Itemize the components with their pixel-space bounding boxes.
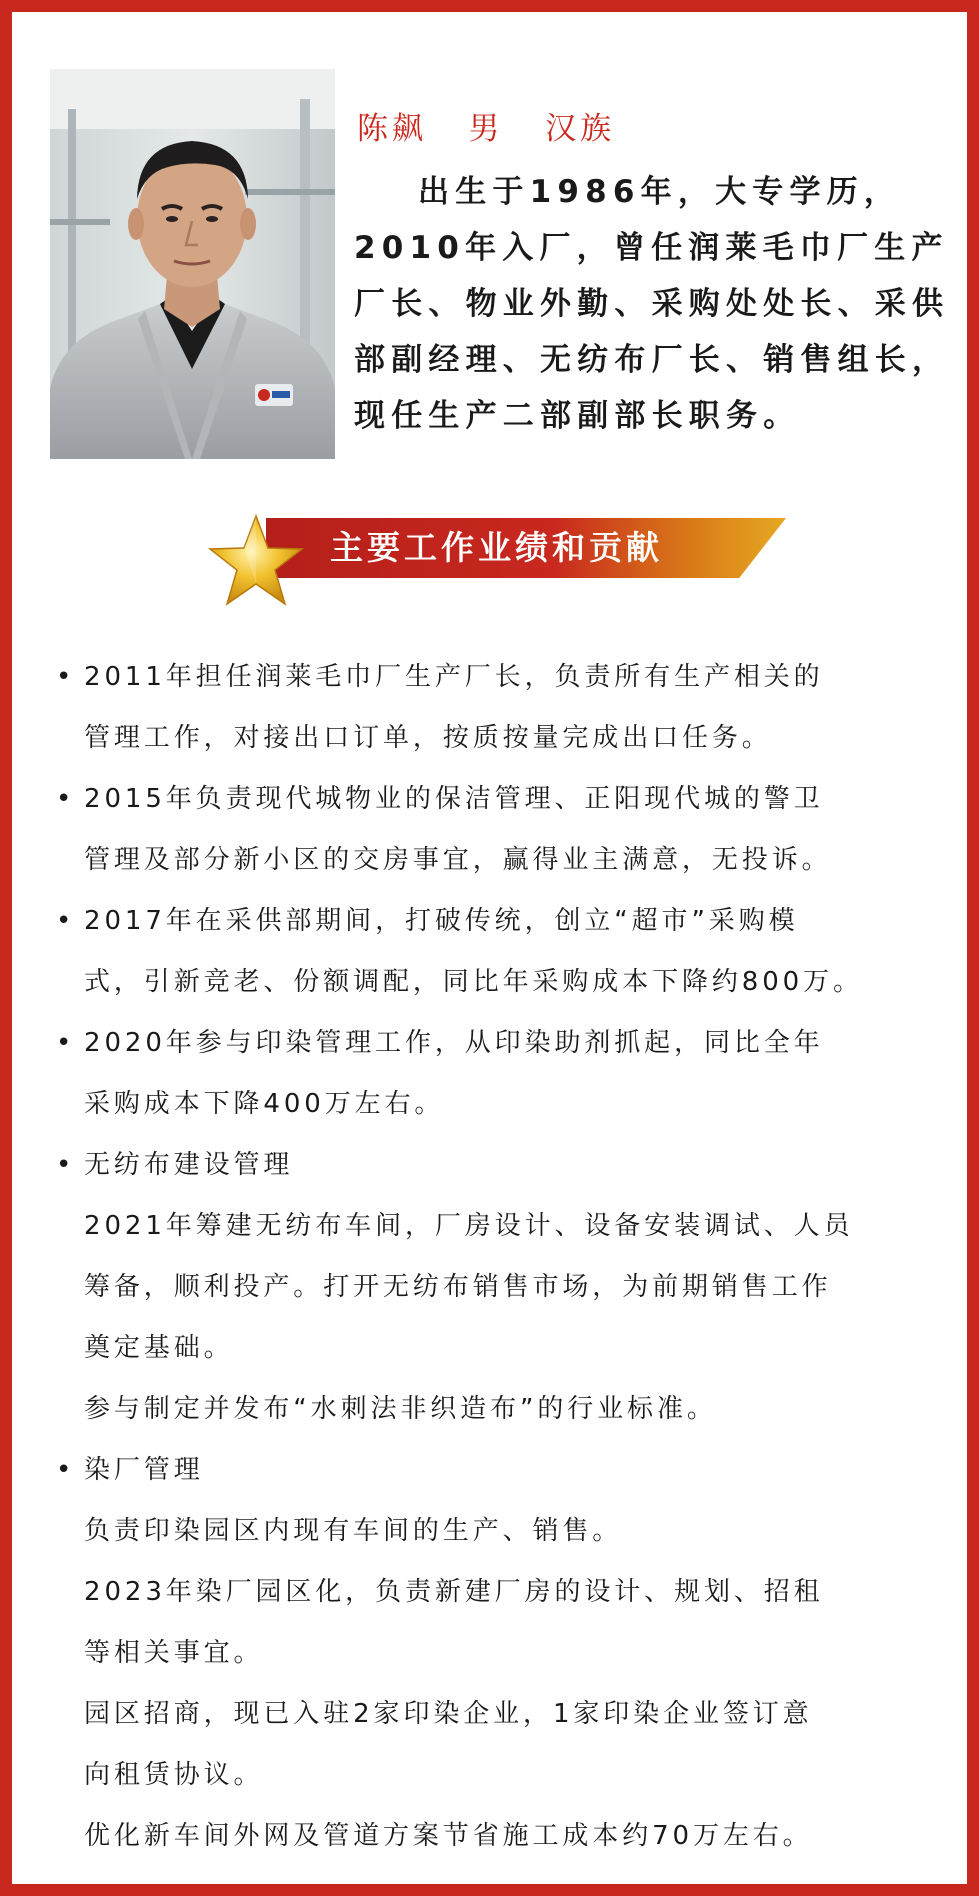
item-text: 奠定基础。 <box>84 1333 234 1363</box>
item-text: 优化新车间外网及管道方案节省施工成本约70万左右。 <box>84 1821 813 1851</box>
gold-star-icon <box>206 512 306 612</box>
item-text: 管理及部分新小区的交房事宜，赢得业主满意，无投诉。 <box>84 845 832 875</box>
item-text: 式，引新竞老、份额调配，同比年采购成本下降约800万。 <box>84 967 863 997</box>
item-text: 2011年担任润莱毛巾厂生产厂长，负责所有生产相关的 <box>84 662 824 692</box>
item-continuation-line <box>56 830 951 891</box>
item-text: 负责印染园区内现有车间的生产、销售。 <box>84 1516 623 1546</box>
item-text: 2023年染厂园区化，负责新建厂房的设计、规划、招租 <box>84 1577 824 1607</box>
item-text: 采购成本下降400万左右。 <box>84 1089 445 1119</box>
banner-title: 主要工作业绩和贡献 <box>330 528 663 567</box>
item-continuation-line <box>56 1074 951 1135</box>
item-continuation-line <box>56 1196 951 1257</box>
bullet-item <box>56 1440 951 1501</box>
item-continuation-line <box>56 1562 951 1623</box>
bullet-marker: • <box>56 906 76 936</box>
bullet-marker: • <box>56 1150 76 1180</box>
item-text: 等相关事宜。 <box>84 1638 264 1668</box>
item-text: 2020年参与印染管理工作，从印染助剂抓起，同比全年 <box>84 1028 824 1058</box>
bullet-item <box>56 891 951 952</box>
item-text: 参与制定并发布“水刺法非织造布”的行业标准。 <box>84 1394 717 1424</box>
item-continuation-line <box>56 1257 951 1318</box>
bullet-marker: • <box>56 662 76 692</box>
item-text: 2021年筹建无纺布车间，厂房设计、设备安装调试、人员 <box>84 1211 854 1241</box>
item-continuation-line <box>56 1501 951 1562</box>
item-continuation-line <box>56 1623 951 1684</box>
profile-name-line: 陈飙 男 汉族 <box>357 111 616 147</box>
item-text: 向租赁协议。 <box>84 1760 264 1790</box>
item-continuation-line <box>56 1684 951 1745</box>
item-continuation-line <box>56 952 951 1013</box>
bullet-item <box>56 1013 951 1074</box>
profile-bio: 出生于1986年，大专学历，2010年入厂，曾任润莱毛巾厂生产厂长、物业外勤、采购处处长、采供部副经理、无纺布厂长、销售组长，现任生产二部副部长职务。 <box>354 174 950 434</box>
item-text: 2015年负责现代城物业的保洁管理、正阳现代城的警卫 <box>84 784 824 814</box>
item-continuation-line <box>56 708 951 769</box>
bullet-item <box>56 1135 951 1196</box>
item-text: 筹备，顺利投产。打开无纺布销售市场，为前期销售工作 <box>84 1272 832 1302</box>
section-banner <box>206 512 796 612</box>
item-continuation-line <box>56 1745 951 1806</box>
bullet-marker: • <box>56 1455 76 1485</box>
item-text: 管理工作，对接出口订单，按质按量完成出口任务。 <box>84 723 772 753</box>
item-text: 2017年在采供部期间，打破传统，创立“超市”采购模 <box>84 906 799 936</box>
achievements-list <box>56 647 951 1867</box>
item-text: 染厂管理 <box>84 1455 204 1485</box>
item-continuation-line <box>56 1806 951 1867</box>
item-text: 园区招商，现已入驻2家印染企业，1家印染企业签订意 <box>84 1699 813 1729</box>
bullet-item <box>56 769 951 830</box>
item-continuation-line <box>56 1379 951 1440</box>
item-continuation-line <box>56 1318 951 1379</box>
bullet-marker: • <box>56 1028 76 1058</box>
item-text: 无纺布建设管理 <box>84 1150 294 1180</box>
person-portrait <box>50 69 335 459</box>
bullet-item <box>56 647 951 708</box>
profile-photo <box>50 69 335 459</box>
bullet-marker: • <box>56 784 76 814</box>
